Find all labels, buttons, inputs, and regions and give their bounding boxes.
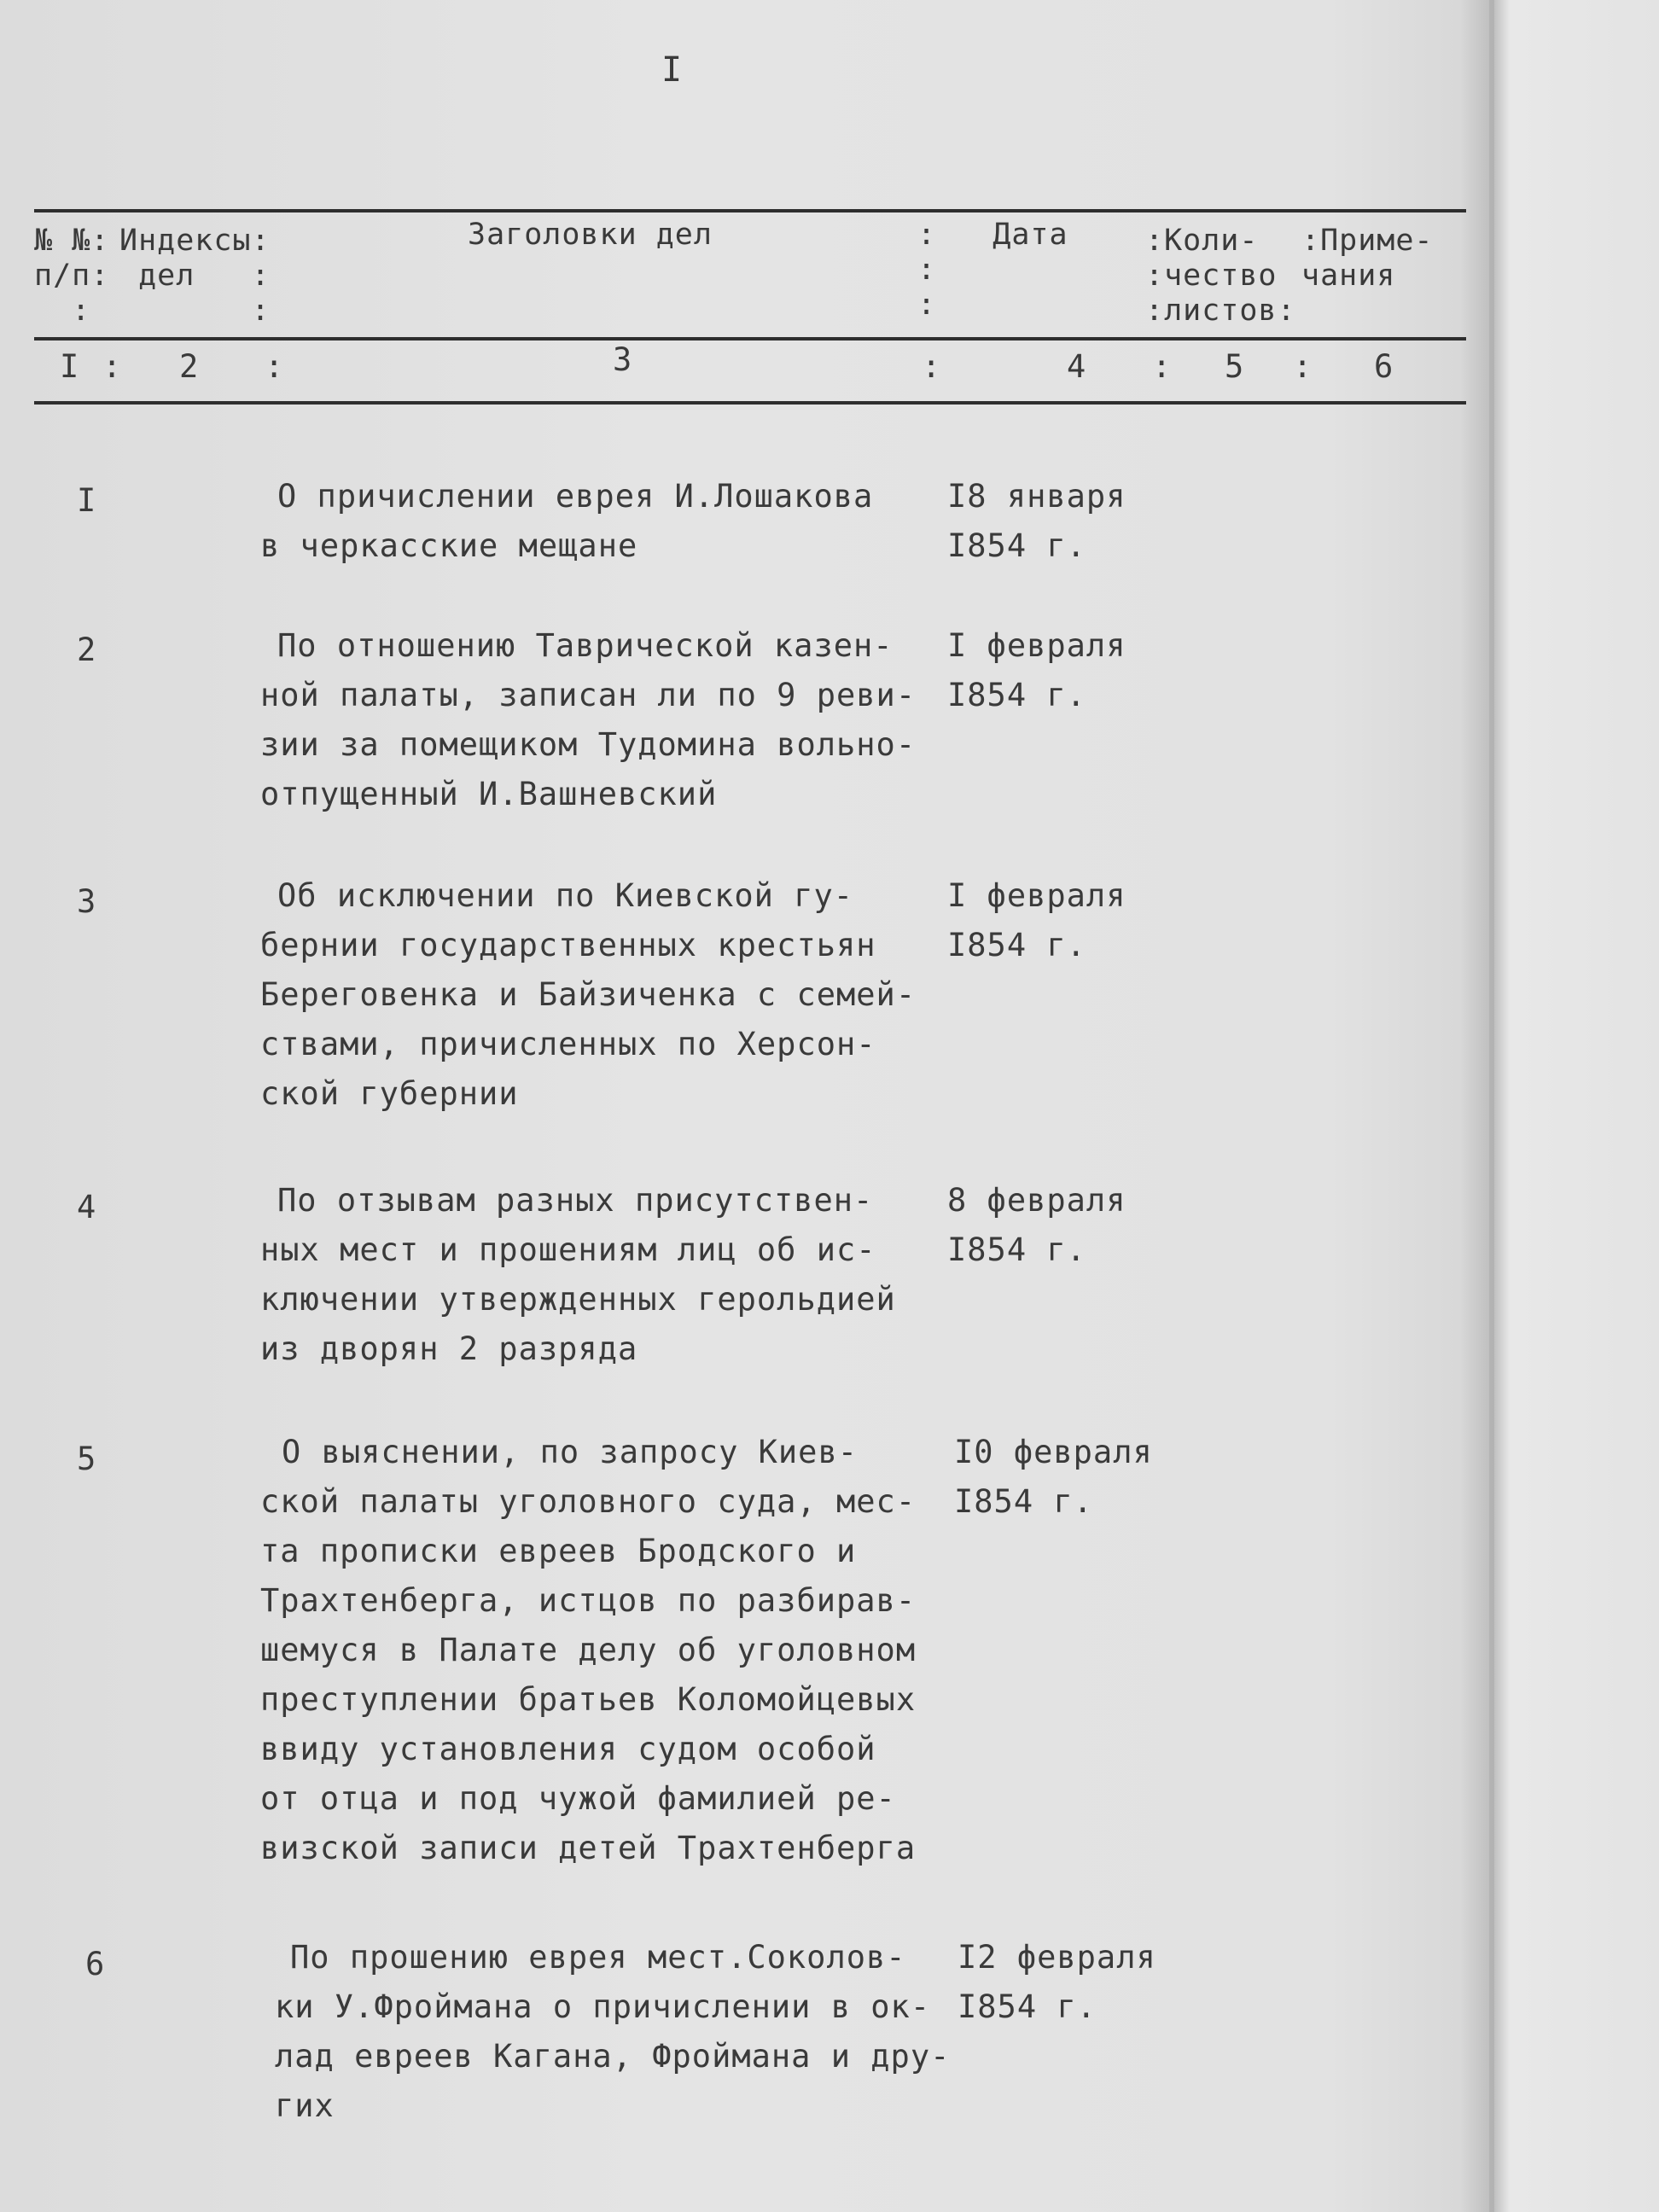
- entry-title-line: от отца и под чужой фамилией ре-: [260, 1780, 896, 1817]
- entry-year: I854 г.: [947, 677, 1086, 713]
- entry-number: 6: [85, 1946, 106, 1982]
- entry-year: I854 г.: [947, 527, 1086, 564]
- entry-title-line: О выяснении, по запросу Киев-: [282, 1434, 859, 1470]
- entry-title-line: Береговенка и Байзиченка с семей-: [260, 976, 917, 1013]
- column-number: 4: [1067, 348, 1087, 385]
- entry-number: I: [77, 482, 97, 519]
- column-number: 6: [1374, 348, 1394, 385]
- header-col-sheets: :Коли- :чество :листов:: [1145, 224, 1296, 328]
- entry-number: 5: [77, 1441, 97, 1477]
- entry-title-line: Трахтенберга, истцов по разбирав-: [260, 1582, 917, 1619]
- header-col-index: Индексы: дел : :: [119, 224, 271, 328]
- entry-date: I8 января: [947, 478, 1126, 515]
- header-col-title: Заголовки дел: [468, 218, 713, 252]
- column-separator: :: [1152, 348, 1173, 385]
- page-number: I: [661, 50, 684, 90]
- entry-year: I854 г.: [954, 1483, 1093, 1520]
- entry-title-line: из дворян 2 разряда: [260, 1330, 638, 1367]
- entry-title-line: Об исключении по Киевской гу-: [277, 877, 854, 914]
- entry-date: I февраля: [947, 877, 1126, 914]
- entry-title-line: та прописки евреев Бродского и: [260, 1533, 857, 1569]
- entry-title-line: шемуся в Палате делу об уголовном: [260, 1632, 917, 1668]
- header-mid-rule: [34, 337, 1466, 341]
- entry-title-line: ки У.Фроймана о причислении в ок-: [275, 1988, 931, 2025]
- column-number: 3: [613, 341, 633, 378]
- entry-title-line: ской палаты уголовного суда, мес-: [260, 1483, 917, 1520]
- entry-title-line: ных мест и прошениям лиц об ис-: [260, 1231, 876, 1268]
- entry-title-line: гих: [275, 2087, 335, 2124]
- entry-title-line: По отзывам разных присутствен-: [277, 1182, 874, 1219]
- entry-title-line: О причислении еврея И.Лошакова: [277, 478, 874, 515]
- entry-title-line: бернии государственных крестьян: [260, 927, 876, 963]
- header-col-number: № №: п/п: :: [34, 224, 110, 328]
- column-separator: :: [265, 348, 285, 385]
- entry-title-line: в черкасские мещане: [260, 527, 638, 564]
- entry-title-line: ной палаты, записан ли по 9 реви-: [260, 677, 917, 713]
- column-separator: :: [102, 348, 123, 385]
- entry-title-line: ствами, причисленных по Херсон-: [260, 1026, 876, 1062]
- entry-year: I854 г.: [947, 927, 1086, 963]
- entry-title-line: визской записи детей Трахтенберга: [260, 1830, 917, 1866]
- header-col-notes: :Приме- чания: [1301, 224, 1434, 293]
- header-bottom-rule: [34, 401, 1466, 405]
- column-separator: :: [1293, 348, 1313, 385]
- column-separator: :: [922, 348, 942, 385]
- entry-date: I февраля: [947, 627, 1126, 664]
- column-number: I: [60, 348, 80, 385]
- header-col-date: : Дата : :: [917, 218, 1068, 322]
- entry-title-line: По прошению еврея мест.Соколов-: [290, 1939, 906, 1976]
- entry-title-line: ввиду установления судом особой: [260, 1731, 876, 1767]
- column-number: 2: [179, 348, 200, 385]
- entry-title-line: ключении утвержденных герольдией: [260, 1281, 896, 1318]
- entry-title-line: По отношению Таврической казен-: [277, 627, 894, 664]
- entry-title-line: отпущенный И.Вашневский: [260, 776, 718, 812]
- entry-year: I854 г.: [958, 1988, 1097, 2025]
- entry-number: 4: [77, 1189, 97, 1225]
- header-top-rule: [34, 209, 1466, 212]
- column-number: 5: [1225, 348, 1245, 385]
- entry-title-line: преступлении братьев Коломойцевых: [260, 1681, 917, 1718]
- entry-date: I2 февраля: [958, 1939, 1156, 1976]
- entry-title-line: лад евреев Кагана, Фроймана и дру-: [275, 2038, 951, 2075]
- entry-number: 3: [77, 883, 97, 920]
- page-fold-shadow: [1489, 0, 1494, 2212]
- entry-number: 2: [77, 632, 97, 668]
- entry-title-line: ской губернии: [260, 1075, 519, 1112]
- entry-date: 8 февраля: [947, 1182, 1126, 1219]
- entry-year: I854 г.: [947, 1231, 1086, 1268]
- entry-date: I0 февраля: [954, 1434, 1153, 1470]
- entry-title-line: зии за помещиком Тудомина вольно-: [260, 726, 917, 763]
